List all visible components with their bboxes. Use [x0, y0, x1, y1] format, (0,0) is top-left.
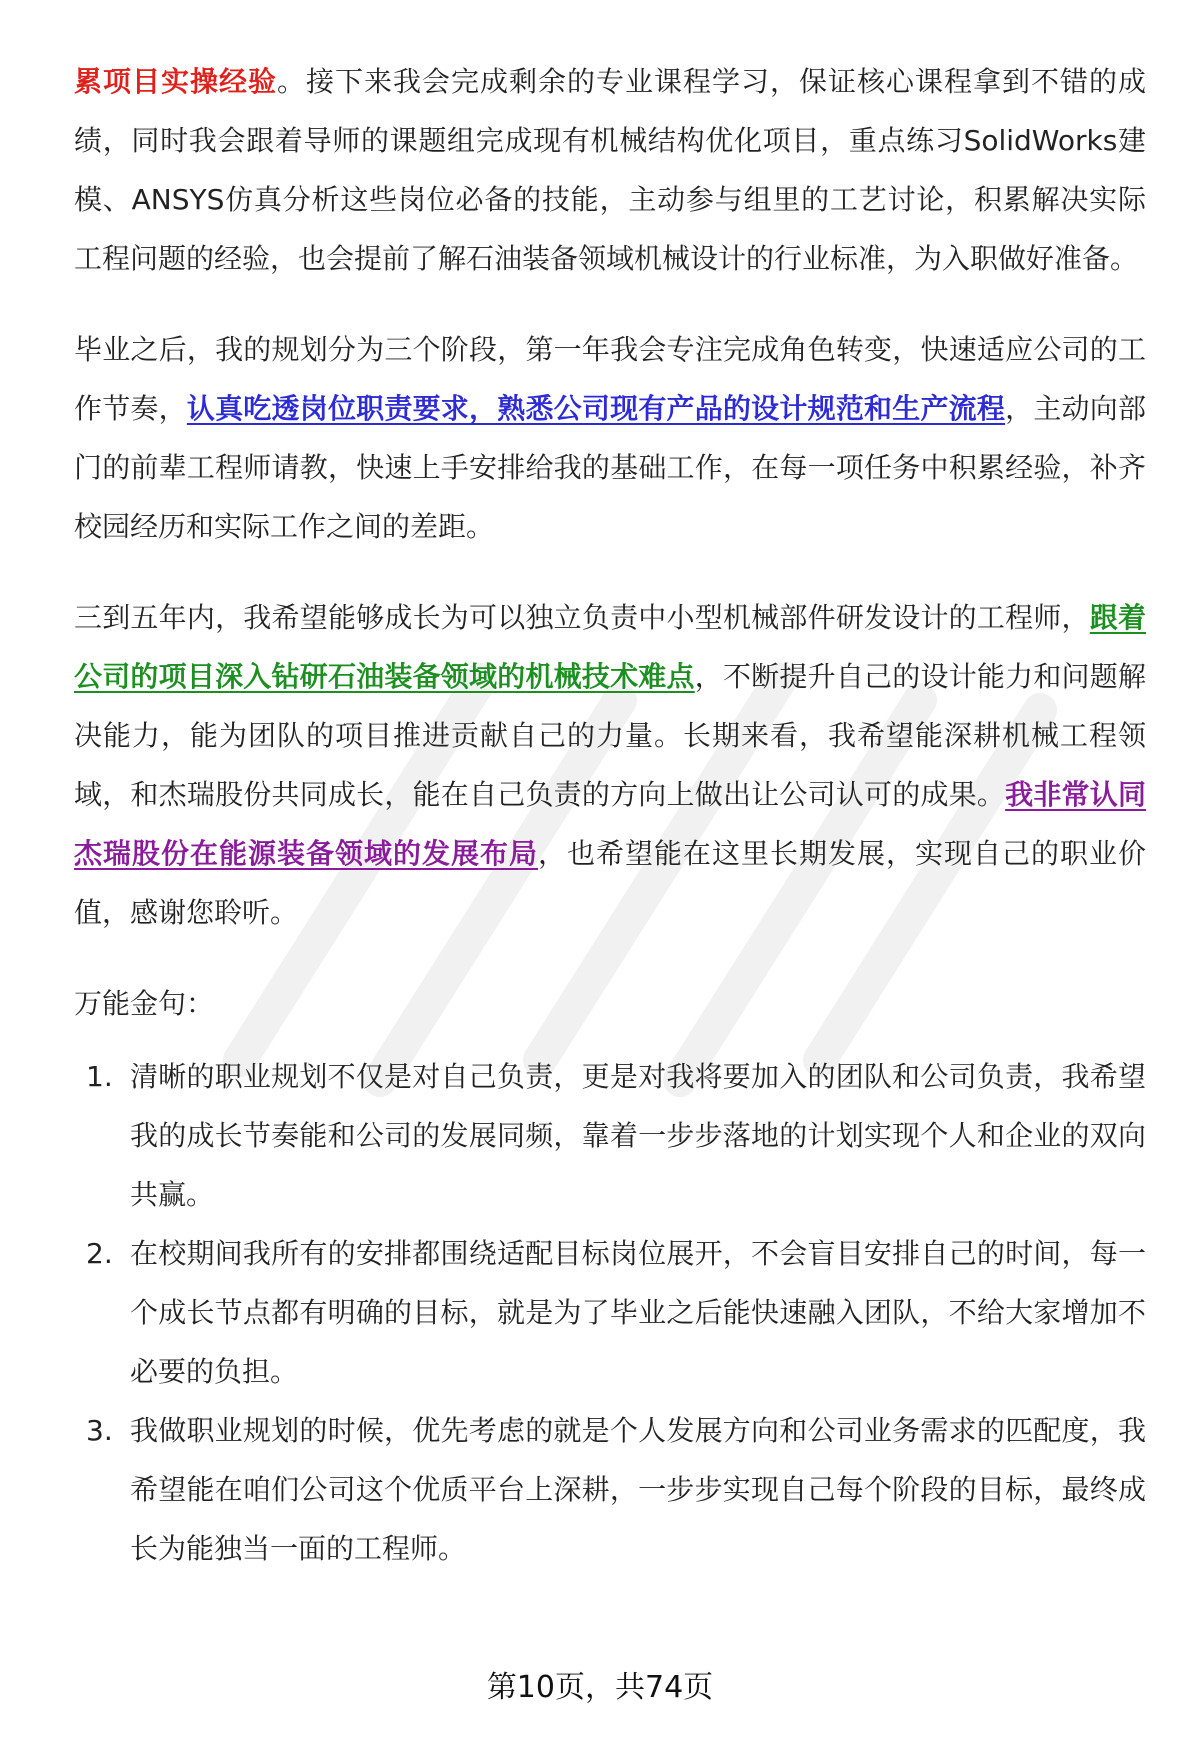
list-number: 1.	[86, 1060, 113, 1093]
document-page	[74, 52, 1146, 1578]
paragraph-text: 毕业之后，我的规划分为三个阶段，第一年我会专注完成角色转变，快速适应公司的工作节奏，	[74, 333, 1146, 425]
list-number: 2.	[86, 1237, 113, 1270]
golden-sentences-list	[74, 1047, 1146, 1578]
highlight-green: 跟着公司的项目深入钻研石油装备领域的机械技术难点	[74, 601, 1146, 693]
paragraph-text: ，也希望能在这里长期发展，实现自己的职业价值，感谢您聆听。	[74, 837, 1146, 929]
highlight-purple: 我非常认同杰瑞股份在能源装备领域的发展布局	[74, 778, 1146, 870]
paragraph-text: 。接下来我会完成剩余的专业课程学习，保证核心课程拿到不错的成绩，同时我会跟着导师的课题组完成现有机械结构优化项目，重点练习SolidWorks建模、ANSYS仿真分析这些岗位必备的技能，主动参与组里的工艺讨论，积累解决实际工程问题的经验，也会提前了解石油装备领域机械设计的行业标准，为入职做好准备。	[74, 65, 1146, 275]
page-number-footer: 第10页，共74页	[486, 1670, 714, 1705]
paragraph-preparation	[74, 52, 1146, 288]
list-number: 3.	[86, 1414, 113, 1447]
list-text: 在校期间我所有的安排都围绕适配目标岗位展开，不会盲目安排自己的时间，每一个成长节点都有明确的目标，就是为了毕业之后能快速融入团队，不给大家增加不必要的负担。	[130, 1237, 1146, 1388]
paragraph-long-term	[74, 588, 1146, 942]
list-text: 清晰的职业规划不仅是对自己负责，更是对我将要加入的团队和公司负责，我希望我的成长节奏能和公司的发展同频，靠着一步步落地的计划实现个人和企业的双向共赢。	[130, 1060, 1146, 1211]
paragraph-text: 三到五年内，我希望能够成长为可以独立负责中小型机械部件研发设计的工程师，	[74, 601, 1090, 634]
list-item	[74, 1047, 1146, 1224]
paragraph-text: ，主动向部门的前辈工程师请教，快速上手安排给我的基础工作，在每一项任务中积累经验，补齐校园经历和实际工作之间的差距。	[74, 392, 1146, 543]
list-item	[74, 1401, 1146, 1578]
highlight-blue: 认真吃透岗位职责要求，熟悉公司现有产品的设计规范和生产流程	[186, 392, 1006, 425]
list-item	[74, 1224, 1146, 1401]
paragraph-text: ，不断提升自己的设计能力和问题解决能力，能为团队的项目推进贡献自己的力量。长期来看，我希望能深耕机械工程领域，和杰瑞股份共同成长，能在自己负责的方向上做出让公司认可的成果。	[74, 660, 1146, 811]
list-text: 我做职业规划的时候，优先考虑的就是个人发展方向和公司业务需求的匹配度，我希望能在咱们公司这个优质平台上深耕，一步步实现自己每个阶段的目标，最终成长为能独当一面的工程师。	[130, 1414, 1146, 1565]
golden-sentences-title: 万能金句：	[74, 987, 215, 1020]
emphasis-red: 累项目实操经验	[74, 65, 277, 98]
paragraph-first-year	[74, 320, 1146, 556]
